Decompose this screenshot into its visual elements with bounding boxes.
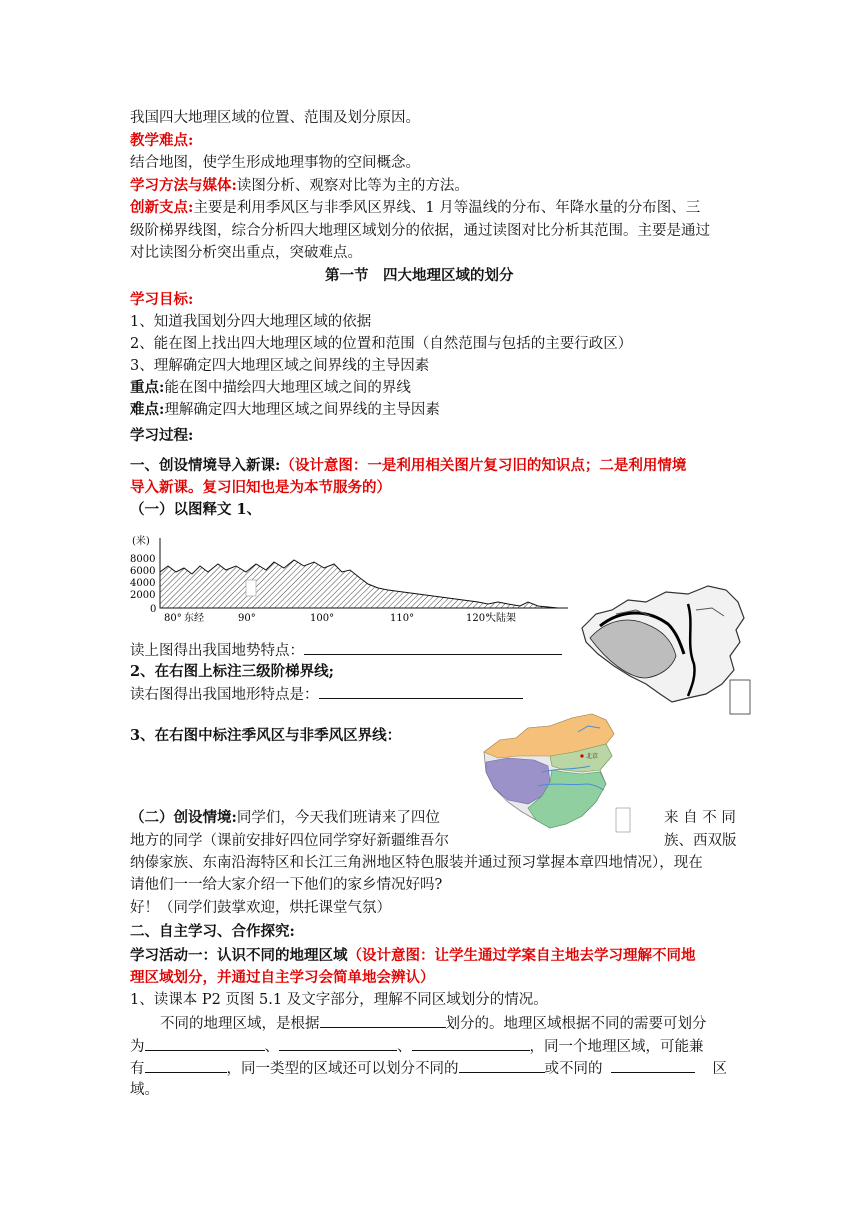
- section-title: 第一节 四大地理区域的划分: [325, 267, 514, 284]
- innovation-line-3: 对比读图分析突出重点，突破难点。: [130, 245, 362, 261]
- fill-3d: 区: [712, 1061, 727, 1077]
- sub2-text-5: 好！（同学们鼓掌欢迎，烘托课堂气氛）: [130, 900, 391, 916]
- innovation-text-1: 主要是利用季风区与非季风区界线、1 月等温线的分布、年降水量的分布图、三: [193, 200, 701, 216]
- process-label: 学习过程:: [130, 427, 194, 444]
- sub2-text-1b: 来 自 不 同: [664, 810, 736, 826]
- difficulty-text: 结合地图，使学生形成地理事物的空间概念。: [130, 155, 420, 171]
- fill-1a: 不同的地理区域，是根据: [160, 1016, 320, 1032]
- question-4: 3、在右图中标注季风区与非季风区界线：: [130, 727, 402, 744]
- question-landform-feature: [130, 684, 523, 705]
- part2-label: 二、自主学习、合作探究:: [130, 923, 295, 940]
- part1-design-1: （设计意图：一是利用相关图片复习旧的知识点；二是利用情境: [280, 457, 687, 474]
- key-text: 能在图中描绘四大地理区域之间的界线: [164, 380, 411, 396]
- fill-2a: 为: [130, 1039, 145, 1055]
- hard-label: 难点:: [130, 401, 165, 418]
- x-tick-120: 120°: [466, 613, 491, 624]
- sub2-text-2: 地方的同学（课前安排好四位同学穿好新疆维吾尔: [130, 833, 449, 849]
- key-label: 重点:: [130, 379, 165, 396]
- capital-label: 北京: [586, 753, 599, 760]
- fill-2d: ，同一个地理区域，可能兼: [529, 1039, 704, 1055]
- x-tick-100: 100°: [310, 613, 335, 624]
- fill-line-4: 域。: [130, 1082, 159, 1098]
- hard-point: [130, 400, 440, 420]
- fill-3a: 有: [130, 1061, 145, 1077]
- fill-line-1: [160, 1013, 707, 1034]
- innovation-line-1: [130, 198, 700, 218]
- sub1-label: （一）以图释文 1、: [130, 501, 262, 518]
- sub2-text-4: 请他们一一给大家介绍一下他们的家乡情况好吗?: [130, 877, 443, 893]
- x-tick-90: 90°: [238, 613, 256, 624]
- fill-line-2: [130, 1036, 704, 1057]
- south-sea-inset: [616, 808, 630, 832]
- goals-label: 学习目标:: [130, 291, 194, 308]
- y-tick-8000: 8000: [130, 554, 156, 565]
- key-point: [130, 378, 411, 398]
- fill-blank-scale[interactable]: [611, 1058, 695, 1073]
- sub2-text-1: 同学们，今天我们班请来了四位: [236, 810, 440, 826]
- fill-3b: ，同一类型的区域还可以划分不同的: [226, 1061, 459, 1077]
- terrain-profile-shape: [160, 560, 558, 608]
- question-3-text: 读右图得出我国地形特点是：: [130, 687, 319, 703]
- sub2-text-2b: 族、西双版: [664, 833, 737, 849]
- difficulty-label: 教学难点:: [130, 132, 194, 149]
- x-tick-east-longitude: 东经: [184, 613, 204, 624]
- method-text: 读图分析、观察对比等为主的方法。: [236, 178, 469, 194]
- fill-2b: 、: [264, 1039, 279, 1055]
- question-terrain-feature: [130, 640, 562, 661]
- question-1-text: 读上图得出我国地势特点：: [130, 643, 304, 659]
- fill-1b: 划分的。地理区域根据不同的需要可划分: [445, 1016, 707, 1032]
- question-2: 2、在右图上标注三级阶梯界线;: [130, 663, 334, 680]
- china-monsoon-map: [478, 712, 638, 844]
- activity-design-1: （设计意图：让学生通过学案自主地去学习理解不同地: [347, 947, 696, 964]
- sub2-text-3: 纳傣家族、东南沿海特区和长江三角洲地区特色服装并通过预习掌握本章四地情况），现在: [130, 855, 703, 871]
- answer-blank-1[interactable]: [304, 640, 562, 655]
- hard-text: 理解确定四大地理区域之间界线的主导因素: [164, 402, 440, 418]
- activity-design-2: 理区域划分，并通过自主学习会简单地会辨认）: [130, 969, 435, 986]
- goal-1: 1、知道我国划分四大地理区域的依据: [130, 314, 372, 330]
- innovation-label: 创新支点:: [130, 199, 194, 216]
- y-tick-6000: 6000: [130, 566, 156, 577]
- read-instruction: 1、读课本 P2 页图 5.1 及文字部分，理解不同区域划分的情况。: [130, 992, 548, 1008]
- fill-3c: 或不同的: [544, 1061, 603, 1077]
- fill-blank-both[interactable]: [145, 1058, 227, 1073]
- china-terrain-map: [576, 580, 760, 720]
- goal-2: 2、能在图上找出四大地理区域的位置和范围（自然范围与包括的主要行政区）: [130, 336, 633, 352]
- fill-blank-basis[interactable]: [320, 1013, 446, 1028]
- y-tick-2000: 2000: [130, 590, 156, 601]
- x-tick-110: 110°: [390, 613, 415, 624]
- part1-design-2: 导入新课。复习旧知也是为本节服务的）: [130, 479, 391, 496]
- goal-3: 3、理解确定四大地理区域之间界线的主导因素: [130, 358, 430, 374]
- sub2-line-1: [130, 808, 440, 828]
- fill-blank-type-1[interactable]: [145, 1036, 265, 1051]
- y-tick-0: 0: [150, 604, 157, 615]
- x-tick-continental-shelf: 大陆架: [486, 613, 516, 624]
- fill-blank-type-3[interactable]: [412, 1036, 530, 1051]
- activity-line-1: [130, 946, 696, 966]
- method-label: 学习方法与媒体:: [130, 177, 237, 194]
- capital-marker: [580, 754, 583, 757]
- fill-blank-type-2[interactable]: [279, 1036, 397, 1051]
- intro-line: 我国四大地理区域的位置、范围及划分原因。: [130, 110, 420, 126]
- fill-2c: 、: [397, 1039, 412, 1055]
- basin-marker: [246, 580, 256, 596]
- terrain-profile-figure: [128, 528, 568, 624]
- part1-label: 一、创设情境导入新课:: [130, 457, 281, 474]
- activity-label: 学习活动一：认识不同的地理区域: [130, 947, 348, 964]
- fill-blank-level[interactable]: [459, 1058, 545, 1073]
- part1-line-1: [130, 456, 686, 476]
- method-line: [130, 176, 469, 196]
- innovation-line-2: 级阶梯界线图，综合分析四大地理区域划分的依据，通过读图对比分析其范围。主要是通过: [130, 223, 710, 239]
- profile-unit: (米): [132, 536, 150, 547]
- fill-line-3: [130, 1058, 727, 1079]
- answer-blank-2[interactable]: [319, 684, 523, 699]
- sub2-label: （二）创设情境:: [130, 809, 237, 826]
- x-tick-80: 80°: [164, 613, 182, 624]
- y-tick-4000: 4000: [130, 578, 156, 589]
- south-sea-inset: [730, 680, 750, 714]
